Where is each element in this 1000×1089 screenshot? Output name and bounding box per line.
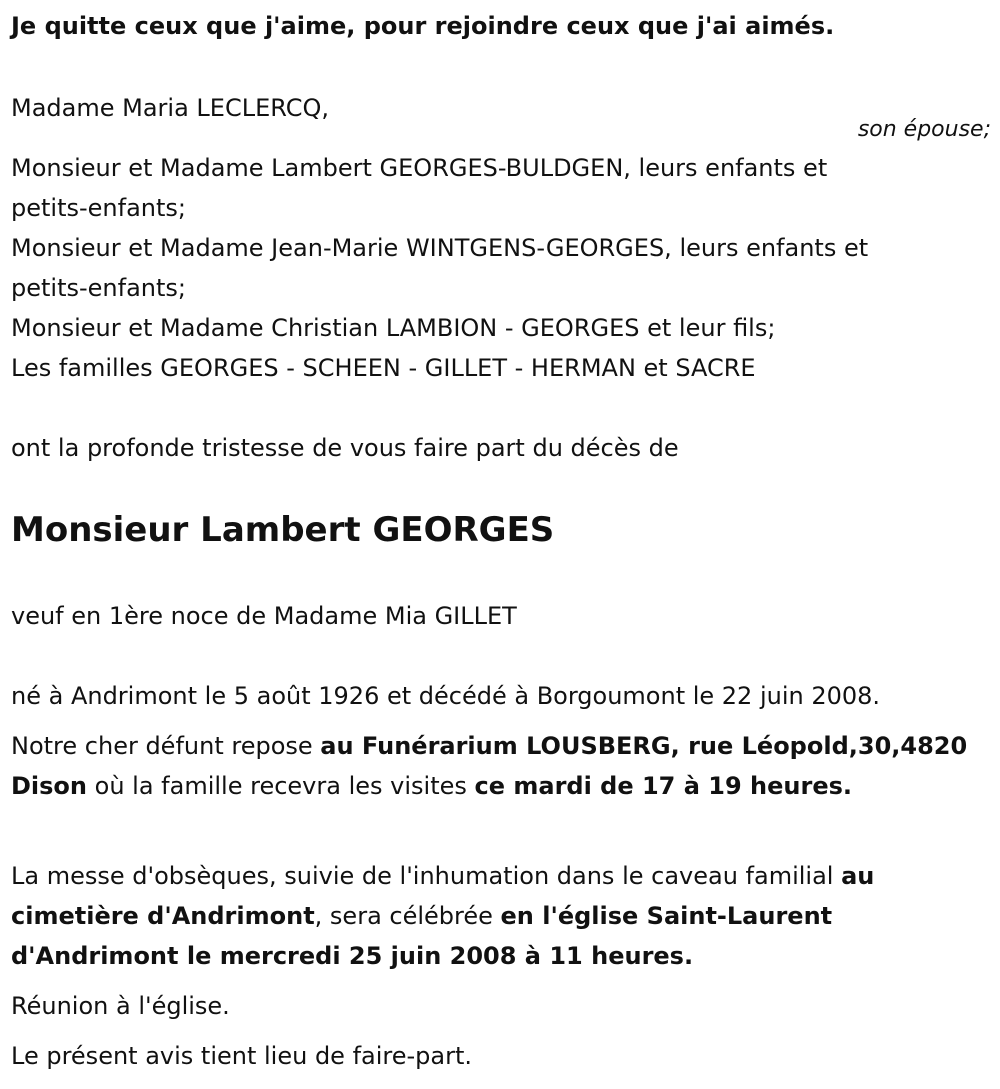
family-line-4: Les familles GEORGES - SCHEEN - GILLET - HERMAN et SACRE xyxy=(11,354,756,382)
family-line-2b: petits-enfants; xyxy=(11,274,186,302)
cemetery-location: au cimetière d'Andrimont xyxy=(11,862,875,930)
funeral-paragraph xyxy=(11,856,991,976)
family-line-2: Monsieur et Madame Jean-Marie WINTGENS-GEORGES, leurs enfants et xyxy=(11,234,869,262)
announcement-text: ont la profonde tristesse de vous faire part du décès de xyxy=(11,434,679,462)
birth-death-dates: né à Andrimont le 5 août 1926 et décédé à Borgoumont le 22 juin 2008. xyxy=(11,682,881,710)
family-line-1: Monsieur et Madame Lambert GEORGES-BULDGEN, leurs enfants et xyxy=(11,154,828,182)
spouse-name: Madame Maria LECLERCQ, xyxy=(11,94,329,122)
visitation-time: ce mardi de 17 à 19 heures. xyxy=(474,772,852,800)
visitation-text-1: Notre cher défunt repose xyxy=(11,732,321,760)
funeral-home-address: au Funérarium LOUSBERG, rue Léopold,30,4820 Dison xyxy=(11,732,968,800)
funeral-text-2: , sera célébrée xyxy=(314,902,501,930)
mass-details: en l'église Saint-Laurent d'Andrimont le mercredi 25 juin 2008 à 11 heures. xyxy=(11,902,833,970)
family-line-3: Monsieur et Madame Christian LAMBION - GEORGES et leur fils; xyxy=(11,314,776,342)
funeral-text-1: La messe d'obsèques, suivie de l'inhumation dans le caveau familial xyxy=(11,862,842,890)
deceased-name: Monsieur Lambert GEORGES xyxy=(11,510,555,550)
visitation-paragraph xyxy=(11,726,991,806)
notice-note: Le présent avis tient lieu de faire-part. xyxy=(11,1042,473,1070)
gathering-note: Réunion à l'église. xyxy=(11,992,230,1020)
spouse-role: son épouse; xyxy=(857,117,991,142)
family-line-1b: petits-enfants; xyxy=(11,194,186,222)
epigraph: Je quitte ceux que j'aime, pour rejoindre ceux que j'ai aimés. xyxy=(11,12,835,40)
visitation-text-2: où la famille recevra les visites xyxy=(87,772,475,800)
widower-note: veuf en 1ère noce de Madame Mia GILLET xyxy=(11,602,517,630)
